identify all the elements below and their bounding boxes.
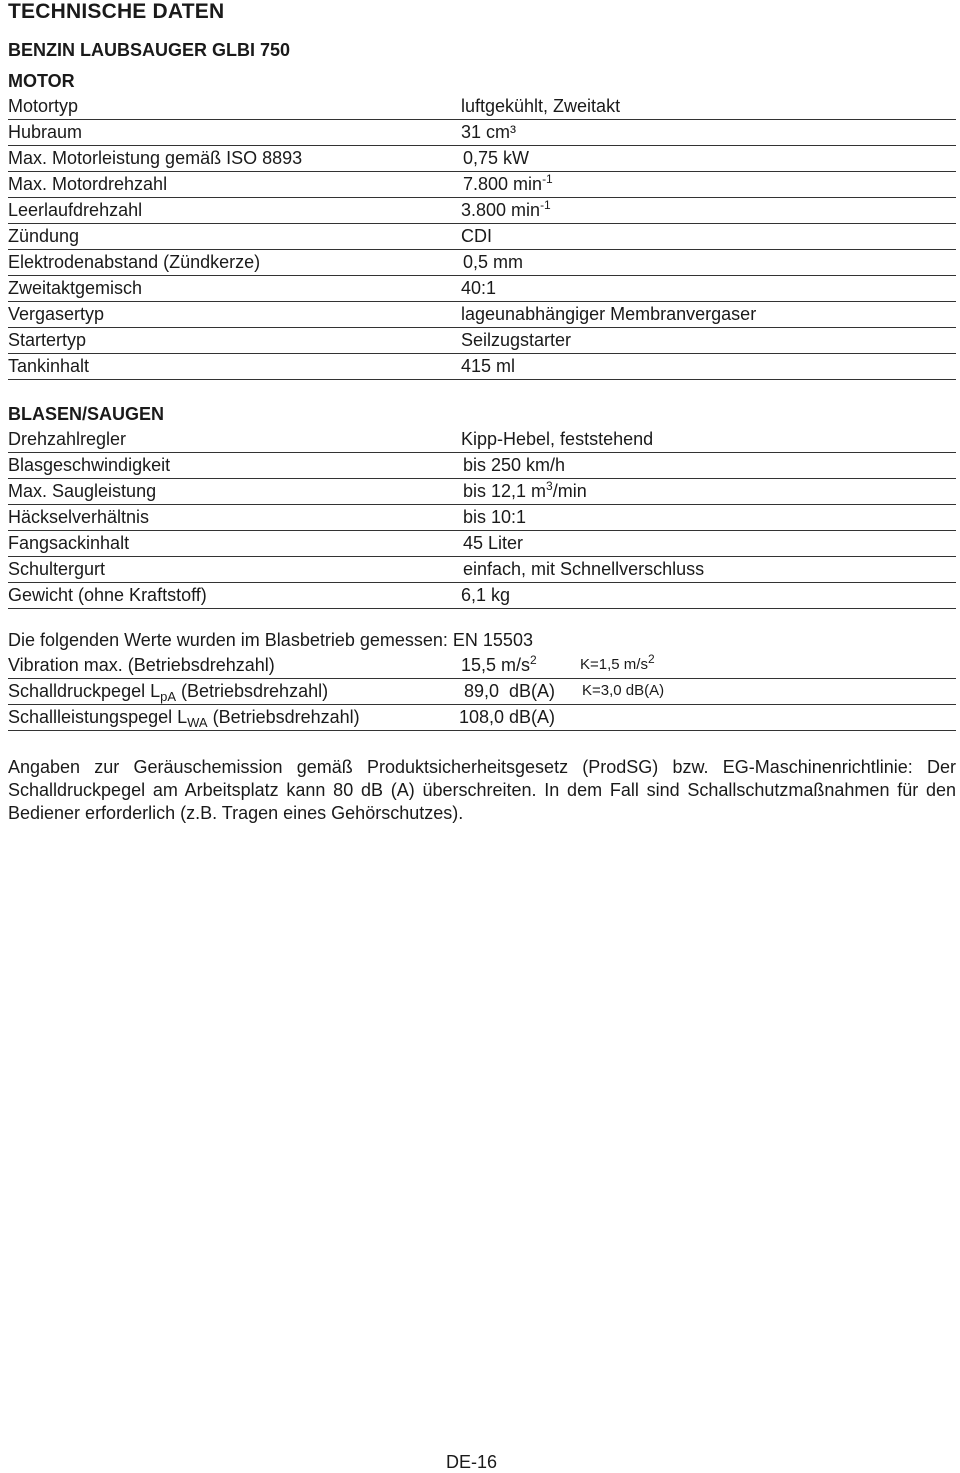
superscript: -1 <box>540 198 551 212</box>
spec-label: Leerlaufdrehzahl <box>8 200 143 220</box>
spec-label-text: Schallleistungspegel L <box>8 707 188 727</box>
spec-value: 108,0 dB(A) <box>459 707 556 727</box>
spec-row-drehzahlregler <box>8 427 956 453</box>
spec-row-zweitaktgemisch <box>8 276 956 302</box>
spec-row-motordrehzahl <box>8 172 956 198</box>
spec-label: Zündung <box>8 226 80 246</box>
document-title: BENZIN LAUBSAUGER GLBI 750 <box>8 40 291 60</box>
spec-value <box>463 479 587 504</box>
subscript: pA <box>160 689 177 704</box>
spec-label <box>8 679 328 705</box>
spec-row-haeckselverhaeltnis <box>8 505 956 531</box>
spec-label: Zweitaktgemisch <box>8 278 143 298</box>
motor-section <box>8 68 956 380</box>
spec-value: bis 10:1 <box>463 507 527 527</box>
spec-row-saugleistung <box>8 479 956 505</box>
spec-label: Häckselverhältnis <box>8 507 150 527</box>
motor-spec-table <box>8 94 956 380</box>
spec-value: 45 Liter <box>463 533 524 553</box>
uncertainty-text: K=1,5 m/s <box>580 656 648 673</box>
spec-label-text: (Betriebsdrehzahl) <box>207 707 360 727</box>
spec-label: Vergasertyp <box>8 304 105 324</box>
spec-value-text: bis 12,1 m <box>463 481 547 501</box>
blasen-spec-table <box>8 427 956 609</box>
spec-value: 0,5 mm <box>463 252 524 272</box>
spec-row-zuendung <box>8 224 956 250</box>
spec-label-text: (Betriebsdrehzahl) <box>176 681 329 701</box>
page-title: TECHNISCHE DATEN <box>8 0 225 23</box>
page-number: DE-16 <box>446 1452 498 1472</box>
superscript: 3 <box>546 479 553 493</box>
spec-value <box>461 653 537 678</box>
blasen-saugen-heading: BLASEN/SAUGEN <box>8 404 165 424</box>
spec-label: Fangsackinhalt <box>8 533 130 553</box>
spec-value: 0,75 kW <box>463 148 530 168</box>
spec-value-text: 7.800 min <box>463 174 543 194</box>
uncertainty-value: K=3,0 dB(A) <box>582 682 665 699</box>
spec-value-unit: /min <box>552 481 587 501</box>
spec-row-schalldruckpegel <box>8 679 956 705</box>
spec-label: Tankinhalt <box>8 356 90 376</box>
measurements-section <box>8 627 956 731</box>
motor-heading: MOTOR <box>8 71 75 91</box>
spec-value: CDI <box>461 226 492 246</box>
superscript: -1 <box>542 172 553 186</box>
spec-row-motortyp <box>8 94 956 120</box>
superscript: 2 <box>530 653 537 667</box>
spec-value-text: 15,5 m/s <box>461 655 531 675</box>
spec-label: Schultergurt <box>8 559 106 579</box>
spec-label: Vibration max. (Betriebsdrehzahl) <box>8 655 275 675</box>
spec-label: Startertyp <box>8 330 87 350</box>
spec-row-leerlaufdrehzahl <box>8 198 956 224</box>
subscript: WA <box>187 715 208 730</box>
noise-emission-note: Angaben zur Geräuschemission gemäß Produktsicherheitsgesetz (ProdSG) bzw. EG-Maschinenrichtlinie: Der Schalldruckpegel am Arbeitsplatz kann 80 dB (A) überschreiten. In dem Fall sind Schallschutzmaßnahmen für den Bediener erforderlich (z.B. Tragen eines Gehörschutzes). <box>8 757 956 823</box>
spec-value: 6,1 kg <box>461 585 511 605</box>
spec-label: Blasgeschwindigkeit <box>8 455 171 475</box>
spec-label: Max. Motorleistung gemäß ISO 8893 <box>8 148 303 168</box>
spec-value: einfach, mit Schnellverschluss <box>463 559 705 579</box>
spec-label: Max. Motordrehzahl <box>8 174 168 194</box>
spec-row-tankinhalt <box>8 354 956 380</box>
spec-value: 40:1 <box>461 278 497 298</box>
spec-value: luftgekühlt, Zweitakt <box>461 96 621 116</box>
spec-value <box>461 198 551 223</box>
spec-label: Hubraum <box>8 122 83 142</box>
spec-label: Gewicht (ohne Kraftstoff) <box>8 585 207 605</box>
spec-row-vibration <box>8 653 956 679</box>
measurement-lead-text: Die folgenden Werte wurden im Blasbetrieb gemessen: EN 15503 <box>8 630 533 650</box>
spec-label <box>8 705 360 731</box>
superscript: 2 <box>647 652 655 666</box>
uncertainty-value <box>580 652 655 677</box>
spec-label: Drehzahlregler <box>8 429 127 449</box>
spec-label: Motortyp <box>8 96 79 116</box>
spec-value: 89,0 dB(A) <box>464 681 556 701</box>
spec-value <box>463 172 553 197</box>
spec-row-motorleistung <box>8 146 956 172</box>
spec-row-startertyp <box>8 328 956 354</box>
spec-label-text: Schalldruckpegel L <box>8 681 161 701</box>
spec-row-elektrodenabstand <box>8 250 956 276</box>
spec-row-schallleistungspegel <box>8 705 956 731</box>
spec-value: Kipp-Hebel, feststehend <box>461 429 654 449</box>
spec-row-gewicht <box>8 583 956 609</box>
spec-row-blasgeschwindigkeit <box>8 453 956 479</box>
spec-value: bis 250 km/h <box>463 455 566 475</box>
spec-value: lageunabhängiger Membranvergaser <box>461 304 757 324</box>
spec-label: Elektrodenabstand (Zündkerze) <box>8 252 261 272</box>
spec-row-fangsackinhalt <box>8 531 956 557</box>
spec-row-schultergurt <box>8 557 956 583</box>
spec-value: 31 cm³ <box>461 122 517 142</box>
spec-value: Seilzugstarter <box>461 330 572 350</box>
blasen-saugen-section <box>8 401 956 609</box>
spec-label: Max. Saugleistung <box>8 481 157 501</box>
spec-row-vergasertyp <box>8 302 956 328</box>
spec-value-text: 3.800 min <box>461 200 541 220</box>
spec-row-hubraum <box>8 120 956 146</box>
spec-value: 415 ml <box>461 356 516 376</box>
